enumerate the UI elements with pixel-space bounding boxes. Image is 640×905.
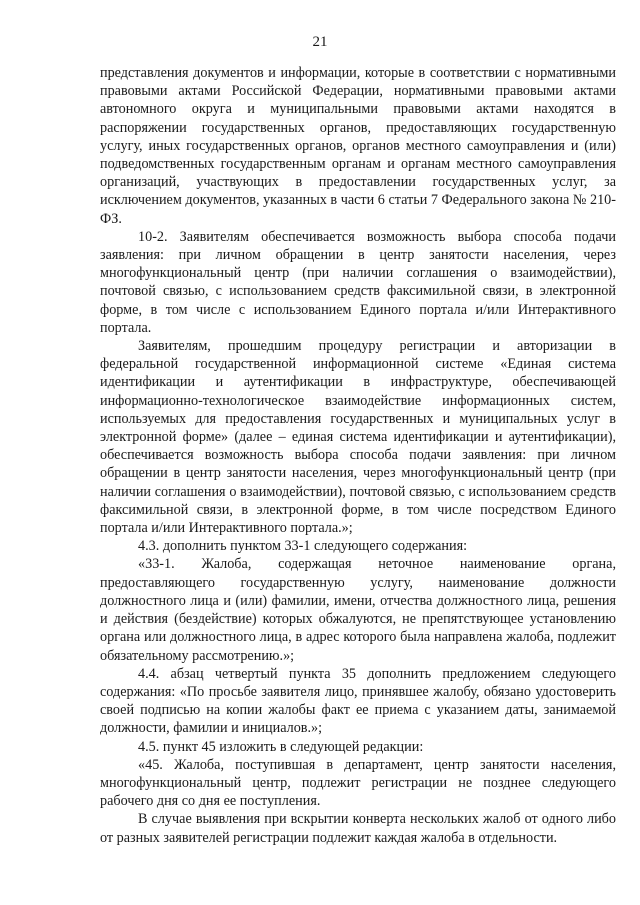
paragraph-continuation: представления документов и информации, которые в соответствии с нормативными правовыми актами Российской Федерации, нормативными правовыми актами автономного округа и муниципальными правовыми актами находятся в распоряжении государственных органов, предоставляющих государственную услугу, иных государственных органов, органов местного самоуправления и (или) подведомственных государственным органам и органам местного самоуправления организаций, участвующих в предоставлении государственных услуг, за исключением документов, указанных в части 6 статьи 7 Федерального закона № 210-ФЗ. bbox=[100, 65, 616, 227]
paragraph-4-5: 4.5. пункт 45 изложить в следующей редакции: bbox=[138, 738, 424, 755]
paragraph-esia-applicants: Заявителям, прошедшим процедуру регистрации и авторизации в федеральной государственной информационной системе «Единая система идентификации и аутентификации в инфраструктуре, обеспечивающей информационно-технологическое взаимодействие информационных систем, используемых для предоставления государственных и муниципальных услуг в электронной форме» (далее – единая система идентификации и аутентификации), обеспечивается возможность выбора способа подачи заявления: при личном обращении в центр занятости населения, через многофункциональный центр (при наличии соглашения о взаимодействии), почтовой связью, с использованием средств факсимильной связи, в электронной форме, в том числе посредством Единого портала и/или Интерактивного портала.»; bbox=[100, 338, 616, 537]
paragraph-33-1: «33-1. Жалоба, содержащая неточное наименование органа, предоставляющего государственную услугу, наименование должности должностного лица и (или) фамилии, имени, отчества должностного лица, решения и действия (бездействие) которых обжалуются, не препятствующее установлению органа или должностного лица, в адрес которого была направлена жалоба, подлежит обязательному рассмотрению.»; bbox=[100, 556, 616, 664]
paragraph-envelope: В случае выявления при вскрытии конверта нескольких жалоб от одного либо от разных заявителей регистрации подлежит каждая жалоба в отдельности. bbox=[100, 811, 616, 846]
paragraph-4-3: 4.3. дополнить пунктом 33-1 следующего содержания: bbox=[138, 538, 468, 555]
paragraph-4-4: 4.4. абзац четвертый пункта 35 дополнить предложением следующего содержания: «По просьбе заявителя лицо, принявшее жалобу, обязано удостоверить своей подписью на копии жалобы факт ее приема с указанием даты, занимаемой должности, фамилии и инициалов.»; bbox=[100, 665, 616, 737]
paragraph-10-2: 10-2. Заявителям обеспечивается возможность выбора способа подачи заявления: при личном обращении в центр занятости населения, через многофункциональный центр (при наличии соглашения о взаимодействии), почтовой связью, с использованием средств факсимильной связи, в электронной форме, в том числе с использованием Единого портала и/или Интерактивного портала. bbox=[100, 228, 616, 336]
document-body bbox=[100, 64, 616, 847]
paragraph-45: «45. Жалоба, поступившая в департамент, центр занятости населения, многофункциональный центр, подлежит регистрации не позднее следующего рабочего дня со дня ее поступления. bbox=[100, 756, 616, 810]
page-number: 21 bbox=[312, 34, 328, 50]
